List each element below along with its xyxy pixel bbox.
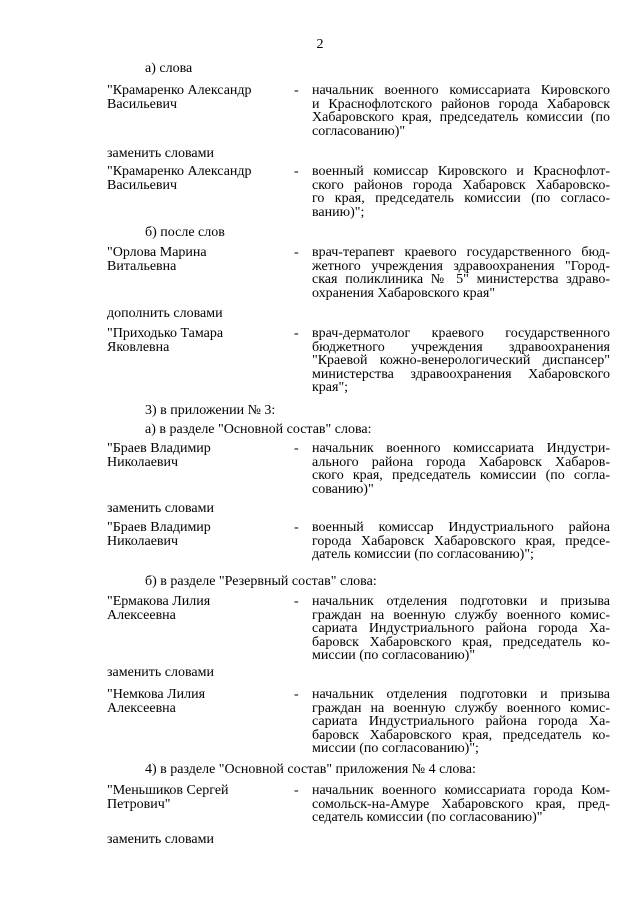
- description-line: начальник отделения подготовки и призыва: [312, 687, 610, 702]
- name-line: "Ермакова Лилия: [107, 594, 211, 609]
- clause-heading: б) после слов: [145, 225, 225, 240]
- description-line: согласованию)": [312, 123, 406, 139]
- person-name: [107, 595, 287, 622]
- description-line: ского районов города Хабаровск Хабаровско-: [312, 177, 610, 193]
- description-line: и Краснофлотского районов города Хабаровск: [312, 96, 610, 112]
- name-line: "Крамаренко Александр: [107, 83, 252, 98]
- person-name: [107, 246, 287, 273]
- dash-separator: -: [294, 687, 299, 702]
- name-line: "Браев Владимир: [107, 520, 211, 535]
- dash-separator: -: [294, 441, 299, 456]
- position-description: [312, 327, 610, 395]
- replace-instruction: дополнить словами: [107, 306, 223, 321]
- clause-heading: 3) в приложении № 3:: [145, 403, 276, 418]
- person-name: [107, 784, 287, 811]
- name-line: "Приходько Тамара: [107, 326, 224, 341]
- person-name: [107, 521, 287, 548]
- dash-separator: -: [294, 594, 299, 609]
- position-description: [312, 84, 610, 138]
- description-line: граждан на военную службу военного комис-: [312, 700, 610, 716]
- description-line: начальник отделения подготовки и призыва: [312, 594, 610, 609]
- description-line: "Краевой кожно-венерологический диспансер": [312, 353, 610, 369]
- description-line: сомольск-на-Амуре Хабаровского края, пред-: [312, 796, 610, 812]
- description-line: Хабаровского края, председатель комиссии (по: [312, 110, 610, 126]
- dash-separator: -: [294, 245, 299, 260]
- description-line: сованию)": [312, 481, 374, 497]
- position-description: [312, 521, 610, 562]
- description-line: врач-терапевт краевого государственного бюд-: [312, 245, 610, 260]
- dash-separator: -: [294, 164, 299, 179]
- description-line: начальник военного комиссариата Индустри-: [312, 441, 610, 456]
- description-line: миссии (по согласованию)": [312, 648, 476, 664]
- description-line: баровск Хабаровского края, председатель ко-: [312, 727, 610, 743]
- position-description: [312, 442, 610, 496]
- clause-heading: б) в разделе "Резервный состав" слова:: [145, 574, 377, 589]
- dash-separator: -: [294, 783, 299, 798]
- name-line: Витальевна: [107, 258, 177, 274]
- page-number: 2: [316, 37, 324, 52]
- description-line: врач-дерматолог краевого государственного: [312, 326, 610, 341]
- description-line: ального района города Хабаровск Хабаров-: [312, 454, 610, 470]
- description-line: граждан на военную службу военного комис-: [312, 607, 610, 623]
- name-line: Васильевич: [107, 96, 177, 112]
- position-description: [312, 784, 610, 825]
- person-name: [107, 165, 287, 192]
- person-name: [107, 84, 287, 111]
- description-line: военный комиссар Кировского и Краснофлот-: [312, 164, 610, 179]
- name-line: "Браев Владимир: [107, 441, 211, 456]
- replace-instruction: заменить словами: [107, 146, 214, 161]
- person-name: [107, 442, 287, 469]
- name-line: Петрович": [107, 796, 171, 812]
- description-line: ванию)";: [312, 204, 365, 220]
- person-name: [107, 688, 287, 715]
- replace-instruction: заменить словами: [107, 665, 214, 680]
- name-line: Алексеевна: [107, 607, 176, 623]
- dash-separator: -: [294, 520, 299, 535]
- description-line: начальник военного комиссариата Кировского: [312, 83, 610, 98]
- description-line: ского края, председатель комиссии (по согла-: [312, 468, 610, 484]
- description-line: бюджетного учреждения здравоохранения: [312, 339, 610, 355]
- description-line: города Хабаровск Хабаровского края, предсе-: [312, 533, 610, 549]
- description-line: го края, председатель комиссии (по согласо-: [312, 191, 610, 207]
- name-line: "Орлова Марина: [107, 245, 207, 260]
- description-line: миссии (по согласованию)";: [312, 741, 479, 757]
- position-description: [312, 595, 610, 663]
- name-line: Алексеевна: [107, 700, 176, 716]
- name-line: "Немкова Лилия: [107, 687, 206, 702]
- position-description: [312, 246, 610, 300]
- description-line: датель комиссии (по согласованию)";: [312, 547, 534, 563]
- position-description: [312, 688, 610, 756]
- description-line: сариата Индустриального района города Ха-: [312, 621, 610, 637]
- clause-heading: а) в разделе "Основной состав" слова:: [145, 422, 372, 437]
- name-line: Николаевич: [107, 454, 179, 470]
- description-line: министерства здравоохранения Хабаровского: [312, 366, 610, 382]
- person-name: [107, 327, 287, 354]
- description-line: охранения Хабаровского края": [312, 285, 496, 301]
- description-line: седатель комиссии (по согласованию)": [312, 810, 543, 826]
- description-line: сариата Индустриального района города Ха-: [312, 714, 610, 730]
- name-line: "Крамаренко Александр: [107, 164, 252, 179]
- clause-heading: 4) в разделе "Основной состав" приложения № 4 слова:: [145, 762, 476, 777]
- description-line: края";: [312, 380, 349, 396]
- name-line: Николаевич: [107, 533, 179, 549]
- replace-instruction: заменить словами: [107, 832, 214, 847]
- description-line: ская поликлиника № 5" министерства здраво-: [312, 272, 610, 288]
- clause-heading: а) слова: [145, 61, 193, 76]
- replace-instruction: заменить словами: [107, 501, 214, 516]
- description-line: баровск Хабаровского края, председатель ко-: [312, 634, 610, 650]
- description-line: жетного учреждения здравоохранения "Город-: [312, 258, 610, 274]
- name-line: "Меньшиков Сергей: [107, 783, 229, 798]
- dash-separator: -: [294, 326, 299, 341]
- name-line: Васильевич: [107, 177, 177, 193]
- dash-separator: -: [294, 83, 299, 98]
- description-line: начальник военного комиссариата города Ком-: [312, 783, 610, 798]
- description-line: военный комиссар Индустриального района: [312, 520, 610, 535]
- name-line: Яковлевна: [107, 339, 170, 355]
- position-description: [312, 165, 610, 219]
